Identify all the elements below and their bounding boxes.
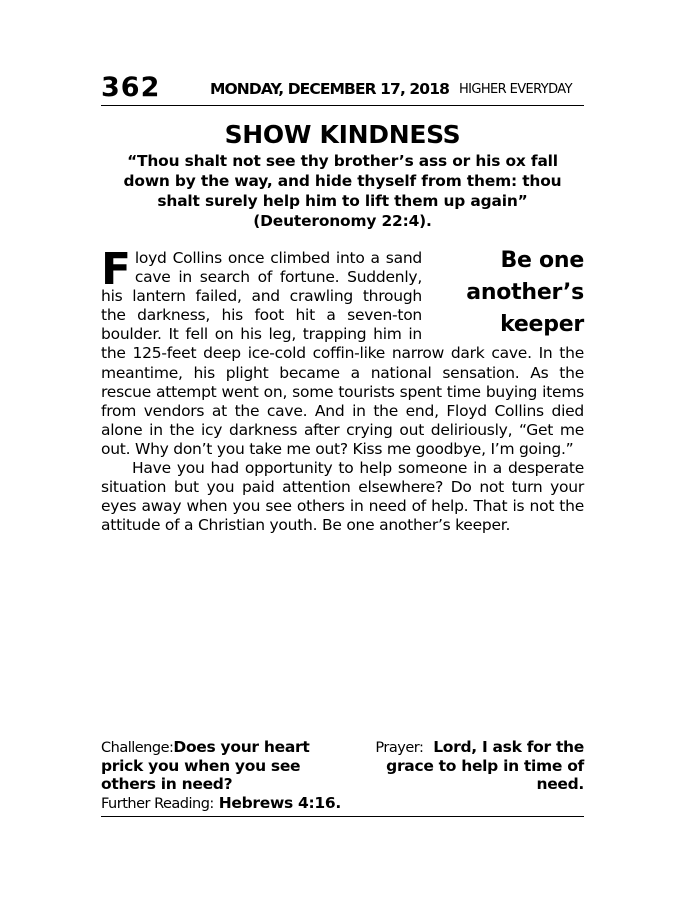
page-title: SHOW KINDNESS — [224, 120, 461, 149]
further-reading — [101, 794, 341, 813]
challenge-text: Does your heart prick you when you see others in need? — [101, 738, 310, 793]
header-series-title: HIGHER EVERYDAY — [459, 82, 572, 97]
page-header — [101, 74, 584, 108]
prayer-section — [354, 738, 584, 793]
pull-quote-line: another’s — [466, 280, 584, 305]
challenge-section — [101, 738, 341, 793]
header-date: MONDAY, DECEMBER 17, 2018 — [210, 80, 449, 98]
pull-quote-line: Be one — [500, 248, 584, 273]
further-reading-reference: Hebrews 4:16. — [218, 794, 341, 812]
page-number: 362 — [101, 72, 161, 103]
article-body — [101, 244, 584, 535]
header-divider — [101, 105, 584, 106]
prayer-text: Lord, I ask for the grace to help in time of need. — [386, 738, 584, 793]
pull-quote — [434, 245, 584, 341]
scripture-verse: “Thou shalt not see thy brother’s ass or his ox fall down by the way, and hide thyself from them: thou shalt surely help him to lift them up again” (Deuteronomy 22:4). — [123, 152, 562, 230]
pull-quote-line: keeper — [500, 312, 584, 337]
challenge-label: Challenge: — [101, 740, 174, 756]
devotional-page — [101, 72, 584, 812]
body-paragraph-1-text: loyd Collins once climbed into a sand cave in search of fortune. Suddenly, his lantern failed, and crawling through the darkness, his foot hit a seven-ton boulder. It fell on his leg, trapping him in the 125-feet deep ice-cold coffin-like narrow dark cave. In the meantime, his plight became a national sensation. As the rescue attempt went on, some tourists spent time buying items from vendors at the cave. And in the end, Floyd Collins died alone in the icy darkness after crying out deliriously, “Get me out. Why don’t you take me out? Kiss me goodbye, I’m going.” — [101, 249, 584, 458]
prayer-label: Prayer: — [375, 740, 424, 756]
further-reading-label: Further Reading: — [101, 796, 214, 812]
drop-cap: F — [101, 244, 131, 295]
body-paragraph-2: Have you had opportunity to help someone in a desperate situation but you paid attention elsewhere? Do not turn your eyes away when you see others in need of help. That is not the attitude of a Christian youth. Be one another’s keeper. — [101, 459, 584, 535]
footer-divider — [101, 816, 584, 817]
